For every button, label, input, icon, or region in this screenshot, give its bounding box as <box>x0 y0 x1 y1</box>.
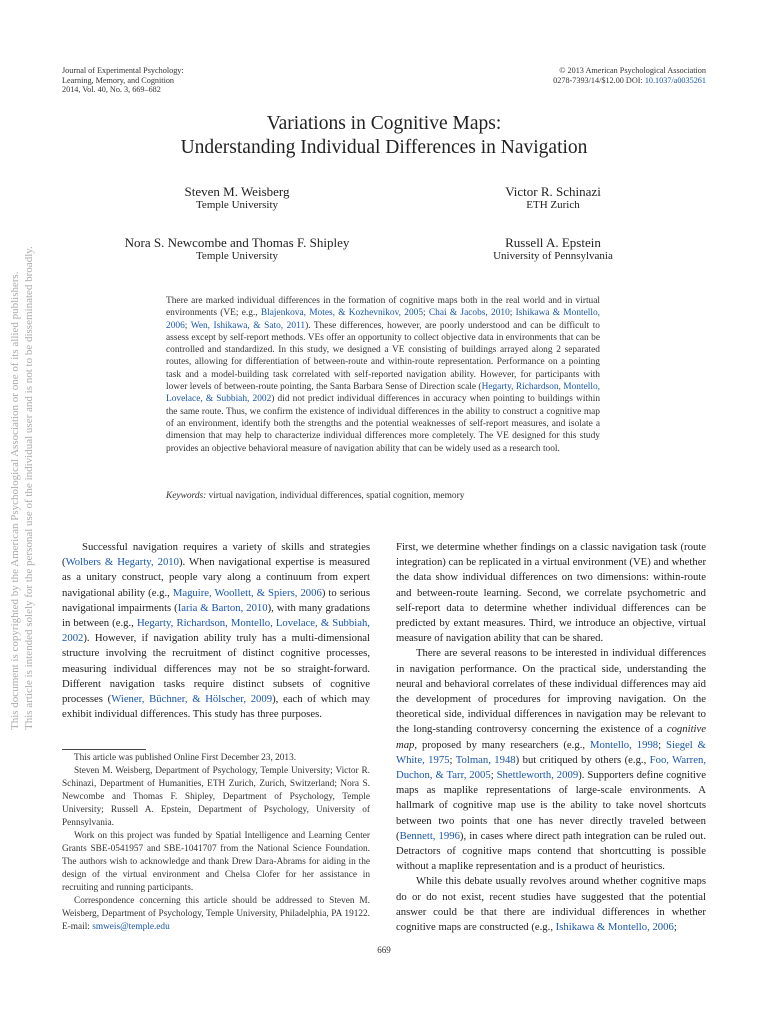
abstract-text-segment: ; <box>423 308 429 319</box>
journal-name-line-2: Learning, Memory, and Cognition <box>62 75 175 85</box>
footnote-divider <box>62 749 146 750</box>
abstract-text-segment: ) did not predict individual differences in accuracy when pointing to buildings within the same route. Thus, we confirm the existence of individual differences in the ability to construct a cognitive map of an environment, identify both the strengths and the potential weaknesses of self-report measures, and isolate a dimension that may help to characterize individual differences more completely. The VE designed for this study provides an objective behavioral measure of navigation ability that can be widely used as a research tool. <box>166 394 601 454</box>
author-name: Victor R. Schinazi <box>505 184 601 199</box>
body-text-segment: proposed by many researchers (e.g., <box>417 738 590 751</box>
body-text-segment: ) to serious navigational impairments ( <box>62 586 370 614</box>
footnote-affiliations: Steven M. Weisberg, Department of Psychology, Temple University; Victor R. Schinazi, Department of Humanities, ETH Zurich, Zurich, Switzerland; Nora S. Newcombe and Thomas F. Shipley, Department of Psychology, Temple University; Russell A. Epstein, Department of Psychology, University of Pennsylvania. <box>62 766 370 828</box>
citation-link[interactable]: Tolman, 1948 <box>455 753 516 766</box>
body-text-segment: ), each of which may exhibit individual differences. This study has three purposes. <box>62 693 370 721</box>
abstract-text-segment: There are marked individual differences in the formation of cognitive maps both in the real world and in virtual environments (VE; e.g., <box>166 296 600 319</box>
emphasis-text: cognitive map, <box>396 723 706 751</box>
body-text-segment: ). When navigational expertise is measured as a unitary construct, people vary along a continuum from expert navigational ability (e.g., <box>62 556 370 599</box>
page-number: 669 <box>377 945 391 955</box>
author-name: Russell A. Epstein <box>505 235 601 250</box>
author-affiliation: University of Pennsylvania <box>493 250 613 262</box>
copyright-line: © 2013 American Psychological Association <box>559 66 706 75</box>
citation-link[interactable]: Blajenkova, Motes, & Kozhevnikov, 2005 <box>260 308 424 319</box>
citation-link[interactable]: Shettleworth, 2009 <box>496 769 579 782</box>
citation-link[interactable]: Montello, 1998 <box>589 738 659 751</box>
body-text-segment: ) but critiqued by others (e.g., <box>515 753 650 766</box>
citation-link[interactable]: Siegel & White, 1975 <box>396 738 706 766</box>
body-text-segment: While this debate usually revolves around whether cognitive maps do or do not exist, recent studies have suggested that the potential answer could be that there are individual differences in whether cognitive maps are constructed (e.g., <box>396 875 706 934</box>
abstract-text-segment: ). These differences, however, are poorly understood and can be difficult to assess except by self-report methods. VEs offer an opportunity to collect objective data in environments that can be controlled and standardized. In this study, we designed a VE consisting of buildings arrayed along 2 separated routes, allowing for differentiation of between-route and within-route representation. Performance on a pointing task and a model-building task correlated with self-reported navigation ability. However, for participants with lower levels of between-route pointing, the Santa Barbara Sense of Direction scale ( <box>166 320 600 393</box>
body-paragraph <box>62 540 370 722</box>
body-text-segment: ; <box>658 738 667 751</box>
citation-link[interactable]: Foo, Warren, Duchon, & Tarr, 2005 <box>396 753 707 782</box>
body-text-segment: ), with many gradations in between (e.g., <box>62 601 370 630</box>
journal-name-line-1: Journal of Experimental Psychology: <box>62 66 184 75</box>
author-block-epstein <box>458 236 648 263</box>
body-paragraph <box>396 874 706 935</box>
email-link[interactable]: smweis@temple.edu <box>92 922 170 932</box>
citation-link[interactable]: Wolbers & Hegarty, 2010 <box>65 556 179 569</box>
abstract-text <box>166 295 600 455</box>
footnote-publication: This article was published Online First December 23, 2013. <box>74 753 297 763</box>
citation-link[interactable]: Wen, Ishikawa, & Sato, 2011 <box>190 320 306 331</box>
title-line-1: Variations in Cognitive Maps: <box>266 113 502 134</box>
keywords-list: virtual navigation, individual differences, spatial cognition, memory <box>206 491 465 501</box>
author-affiliation: Temple University <box>195 199 279 211</box>
footnote-funding: Work on this project was funded by Spatial Intelligence and Learning Center Grants SBE-0541957 and SBE-1041707 from the National Science Foundation. The authors wish to acknowledge and thank Drew Dara-Abrams for aiding in the design of the virtual environment and Chelsa Clofer for her assistance in recruiting and running participants. <box>62 831 370 893</box>
abstract-text-segment: ; <box>184 320 191 331</box>
footnote-text-segment: Correspondence concerning this article should be addressed to Steven M. Weisberg, Department of Psychology, Temple University, Philadelphia, PA 19122. E-mail: <box>62 896 370 932</box>
footnote-correspondence <box>62 895 370 934</box>
abstract-text-segment: ; <box>509 308 516 319</box>
citation-link[interactable]: Bennett, 1996 <box>399 829 460 842</box>
article-title <box>0 112 768 160</box>
author-affiliation: ETH Zurich <box>526 199 580 211</box>
body-column-right <box>396 540 706 935</box>
body-text-segment: ), in cases where direct path integration can be ruled out. Detractors of cognitive maps contend that shortcutting is possible without a maplike representation and is a product of heuristics. <box>396 829 706 873</box>
author-affiliation: Temple University <box>195 250 279 262</box>
body-text-segment: ; <box>490 769 497 782</box>
journal-volume-line: 2014, Vol. 40, No. 3, 669–682 <box>62 85 161 95</box>
citation-link[interactable]: Hegarty, Richardson, Montello, Lovelace, & Subbiah, 2002 <box>166 382 600 405</box>
body-paragraph: First, we determine whether findings on a classic navigation task (route integration) can be replicated in a virtual environment (VE) and whether the data show individual differences on two dimensions: within-route and between-route learning. Second, we correlate psychometric and self-report data to determine whether individual differences can be predicted by extant measures. Third, we introduce an objective, virtual measure of navigation ability that can be shared. <box>396 541 706 645</box>
author-block-weisberg <box>142 185 332 212</box>
body-column-left <box>62 540 370 722</box>
abstract <box>166 295 600 455</box>
body-text-segment: ). However, if navigation ability truly has a multi-dimensional structure involving the recruitment of distinct cognitive processes, measuring individual differences may not be so straight-forward. Different navigation tasks require distinct subsets of cognitive processes ( <box>62 632 370 706</box>
citation-link[interactable]: Chai & Jacobs, 2010 <box>428 308 510 319</box>
body-text-segment: ; <box>449 753 456 766</box>
body-text-segment: ). Supporters define cognitive maps as maplike representations of large-scale environments. A hallmark of cognitive map use is the ability to take novel shortcuts between two points that one has never directly traveled between ( <box>396 769 706 842</box>
author-block-newcombe-shipley <box>72 236 402 263</box>
citation-link[interactable]: Ishikawa & Montello, 2006 <box>166 308 601 331</box>
issn-price: 0278-7393/14/$12.00 DOI: <box>553 75 645 85</box>
author-name: Steven M. Weisberg <box>184 184 290 199</box>
footnotes <box>62 752 370 934</box>
copyright-info <box>406 66 706 85</box>
keywords <box>166 490 600 502</box>
citation-link[interactable]: Hegarty, Richardson, Montello, Lovelace, & Subbiah, 2002 <box>62 617 370 645</box>
author-name: Nora S. Newcombe and Thomas F. Shipley <box>124 235 350 250</box>
citation-link[interactable]: Ishikawa & Montello, 2006 <box>555 921 674 934</box>
citation-link[interactable]: Iaria & Barton, 2010 <box>177 601 268 614</box>
title-line-2: Understanding Individual Differences in Navigation <box>180 137 588 158</box>
body-text-segment: ; <box>673 921 677 934</box>
issn-doi-line <box>406 76 706 86</box>
body-text-segment: There are several reasons to be interested in individual differences in navigation performance. On the practical side, understanding the neural and behavioral correlates of these individual differences may aid the development of procedures for improving navigation. On the theoretical side, individual differences in navigation may be relevant to the long-standing controversy concerning the existence of a <box>396 647 706 736</box>
journal-info <box>62 66 302 95</box>
keywords-label: Keywords: <box>166 491 207 501</box>
body-text-segment: Successful navigation requires a variety of skills and strategies ( <box>62 541 370 569</box>
usage-side-notice: This article is intended solely for the personal use of the individual user and is not to be disseminated broadly. <box>23 246 35 730</box>
citation-link[interactable]: Wiener, Büchner, & Hölscher, 2009 <box>111 693 273 706</box>
copyright-side-notice: This document is copyrighted by the American Psychological Association or one of its allied publishers. <box>9 271 21 730</box>
doi-link[interactable]: 10.1037/a0035261 <box>644 75 706 85</box>
body-paragraph <box>396 646 706 874</box>
author-block-schinazi <box>458 185 648 212</box>
citation-link[interactable]: Maguire, Woollett, & Spiers, 2006 <box>172 586 322 599</box>
